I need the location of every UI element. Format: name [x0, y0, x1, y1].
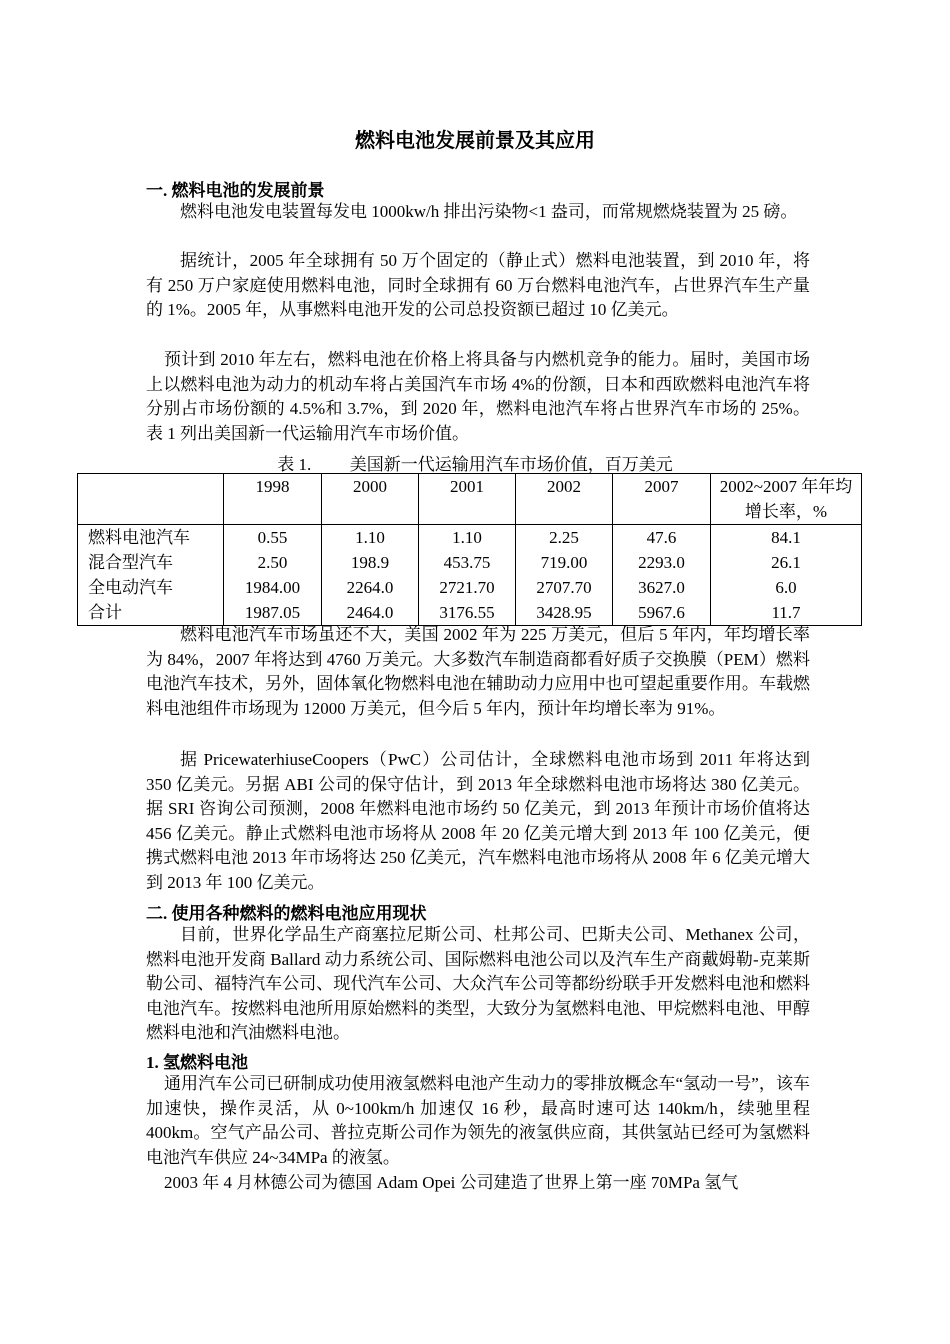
- table-header-cell: 2000: [322, 474, 419, 525]
- section-2-paragraph-1: 目前，世界化学品生产商塞拉尼斯公司、杜邦公司、巴斯夫公司、Methanex 公司，燃料电池开发商 Ballard 动力系统公司、国际燃料电池公司以及汽车生产商戴姆勒-克莱斯勒公司、福特汽车公司、现代汽车公司、大众汽车公司等都纷纷联手开发燃料电池和燃料电池汽车。按燃料电池所用原始燃料的类型，大致分为氢燃料电池、甲烷燃料电池、甲醇燃料电池和汽油燃料电池。: [146, 925, 810, 1043]
- table-cell: 26.1: [711, 550, 862, 575]
- subsection-1-paragraph-2: 2003 年 4 月林德公司为德国 Adam Opei 公司建造了世界上第一座 70MPa 氢气: [164, 1173, 739, 1192]
- table-header-cell: 2007: [613, 474, 711, 525]
- table-cell: 2464.0: [322, 600, 419, 626]
- table-header-row: [78, 474, 862, 525]
- section-2-heading: 二. 使用各种燃料的燃料电池应用现状: [146, 904, 427, 923]
- table-row: [78, 600, 862, 626]
- table-header-cell: 2002: [516, 474, 613, 525]
- table-cell: 2.25: [516, 525, 613, 551]
- subsection-1-paragraph-1: 通用汽车公司已研制成功使用液氢燃料电池产生动力的零排放概念车“氢动一号”，该车加速快，操作灵活，从 0~100km/h 加速仅 16 秒，最高时速可达 140km/h，续驰里程 400km。空气产品公司、普拉克斯公司作为领先的液氢供应商，其供氢站已经可为氢燃料电池汽车供应 24~34MPa 的液氢。: [146, 1074, 810, 1167]
- table-cell: 3627.0: [613, 575, 711, 600]
- table-cell: 全电动汽车: [78, 575, 224, 600]
- table-caption-text: 美国新一代运输用汽车市场价值，百万美元: [349, 455, 673, 474]
- table-cell: 5967.6: [613, 600, 711, 626]
- table-cell: 1.10: [322, 525, 419, 551]
- table-cell: 2264.0: [322, 575, 419, 600]
- table-header-cell: 2001: [419, 474, 516, 525]
- document-title: 燃料电池发展前景及其应用: [355, 130, 595, 152]
- table-caption: [0, 450, 950, 475]
- table-cell: 2293.0: [613, 550, 711, 575]
- table-cell: 混合型汽车: [78, 550, 224, 575]
- table-row: [78, 525, 862, 551]
- table-cell: 合计: [78, 600, 224, 626]
- table-cell: 1.10: [419, 525, 516, 551]
- table-header-cell: 2002~2007 年年均增长率，%: [711, 474, 862, 525]
- market-value-table: [77, 473, 862, 626]
- section-1-heading: 一. 燃料电池的发展前景: [146, 181, 325, 200]
- table-cell: 47.6: [613, 525, 711, 551]
- table-cell: 11.7: [711, 600, 862, 626]
- table-header-cell: 1998: [224, 474, 322, 525]
- subsection-1-heading: 1. 氢燃料电池: [146, 1053, 248, 1072]
- table-cell: 84.1: [711, 525, 862, 551]
- table-cell: 1987.05: [224, 600, 322, 626]
- table-cell: 0.55: [224, 525, 322, 551]
- table-caption-number: 表 1.: [277, 455, 312, 474]
- table-cell: 2.50: [224, 550, 322, 575]
- section-1-paragraph-1: 燃料电池发电装置每发电 1000kw/h 排出污染物<1 盎司，而常规燃烧装置为 25 磅。: [180, 202, 798, 221]
- section-1-paragraph-2: 据统计，2005 年全球拥有 50 万个固定的（静止式）燃料电池装置，到 2010 年，将有 250 万户家庭使用燃料电池，同时全球拥有 60 万台燃料电池汽车，占世界汽车生产量的 1%。2005 年，从事燃料电池开发的公司总投资额已超过 10 亿美元。: [146, 251, 810, 320]
- table-cell: 6.0: [711, 575, 862, 600]
- table-cell: 2721.70: [419, 575, 516, 600]
- table-cell: 1984.00: [224, 575, 322, 600]
- table-cell: 719.00: [516, 550, 613, 575]
- table-cell: 2707.70: [516, 575, 613, 600]
- market-paragraph-2: 据 PricewaterhiuseCoopers（PwC）公司估计，全球燃料电池市场到 2011 年将达到 350 亿美元。另据 ABI 公司的保守估计，到 2013 年全球燃料电池市场将达 380 亿美元。据 SRI 咨询公司预测，2008 年燃料电池市场约 50 亿美元，到 2013 年预计市场价值将达 456 亿美元。静止式燃料电池市场将从 2008 年 20 亿美元增大到 2013 年 100 亿美元，便携式燃料电池 2013 年市场将达 250 亿美元，汽车燃料电池市场将从 2008 年 6 亿美元增大到 2013 年 100 亿美元。: [146, 750, 810, 892]
- table-row: [78, 550, 862, 575]
- table-header-cell: [78, 474, 224, 525]
- section-1-paragraph-3: 预计到 2010 年左右，燃料电池在价格上将具备与内燃机竞争的能力。届时，美国市场上以燃料电池为动力的机动车将占美国汽车市场 4%的份额，日本和西欧燃料电池汽车将分别占市场份额的 4.5%和 3.7%，到 2020 年，燃料电池汽车将占世界汽车市场的 25%。表 1 列出美国新一代运输用汽车市场价值。: [146, 350, 810, 443]
- table-cell: 3428.95: [516, 600, 613, 626]
- table-row: [78, 575, 862, 600]
- table-cell: 453.75: [419, 550, 516, 575]
- table-cell: 燃料电池汽车: [78, 525, 224, 551]
- market-paragraph-1: 燃料电池汽车市场虽还不大，美国 2002 年为 225 万美元，但后 5 年内，年均增长率为 84%，2007 年将达到 4760 万美元。大多数汽车制造商都看好质子交换膜（PEM）燃料电池汽车技术，另外，固体氧化物燃料电池在辅助动力应用中也可望起重要作用。车载燃料电池组件市场现为 12000 万美元，但今后 5 年内，预计年均增长率为 91%。: [146, 625, 810, 718]
- table-cell: 198.9: [322, 550, 419, 575]
- table-cell: 3176.55: [419, 600, 516, 626]
